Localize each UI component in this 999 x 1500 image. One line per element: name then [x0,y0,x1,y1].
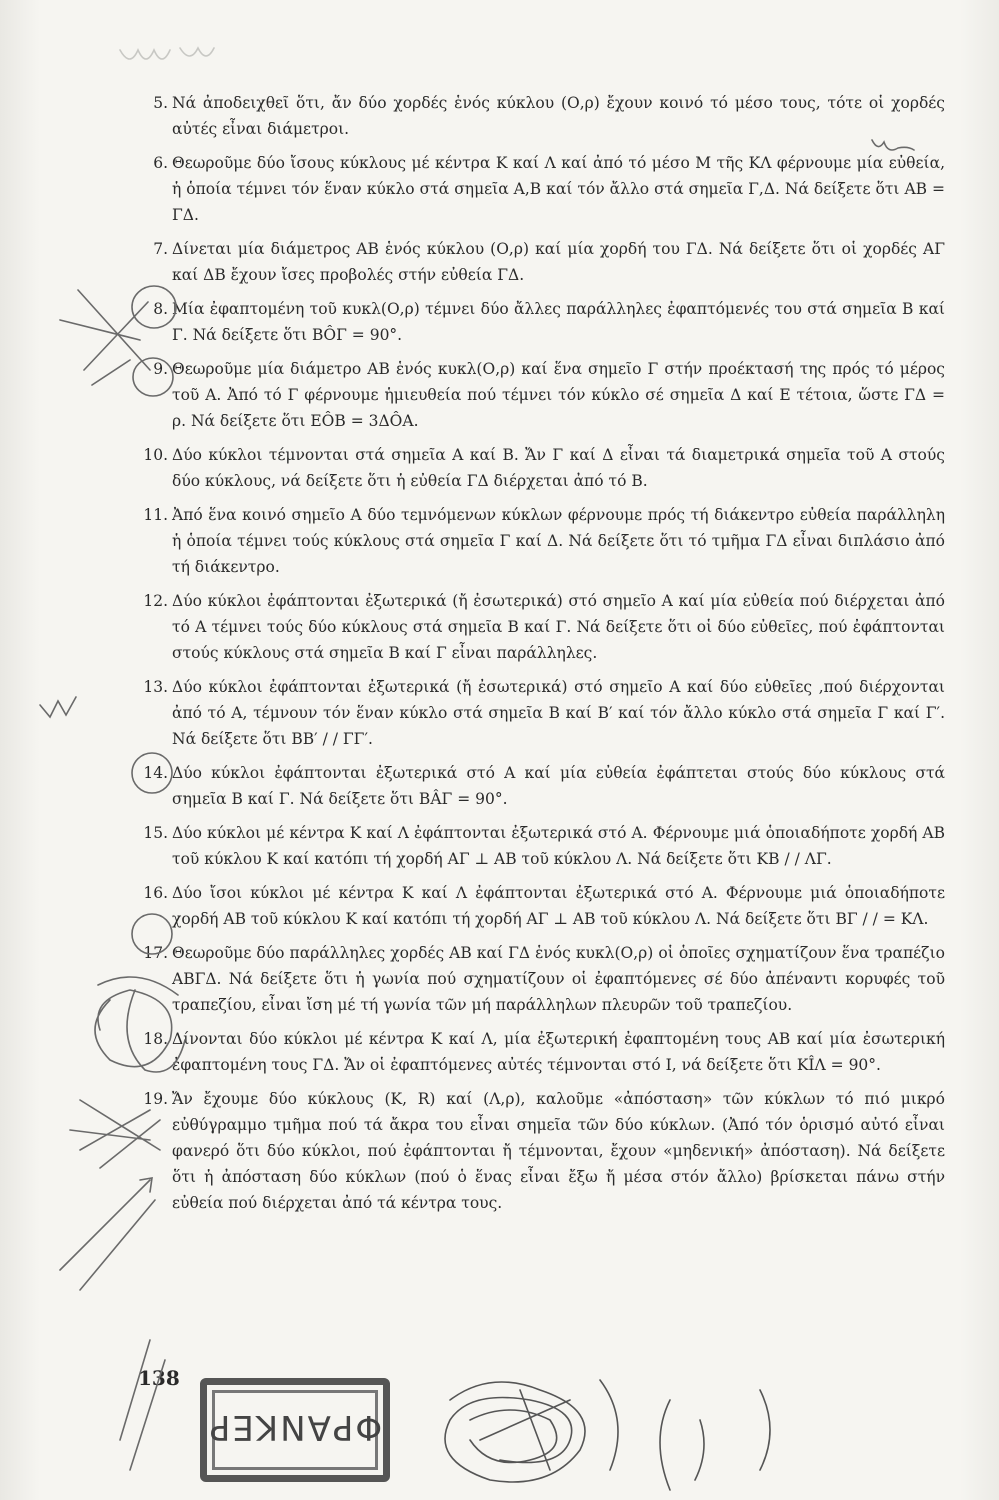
exercise-18 [140,1026,945,1078]
exercise-text: Δύο κύκλοι ἐφάπτονται ἐξωτερικά (ἤ ἐσωτερικά) στό σημεῖο Α καί δύο εὐθεῖες ,πού διέρχονται ἀπό τό Α, τέμνουν τόν ἕναν κύκλο στά σημεῖα Β καί Β′ καί τόν ἄλλο κύκλο στά σημεῖα Γ καί Γ′. Νά δείξετε ὅτι ΒΒ′ / / ΓΓ′. [172,678,945,748]
exercise-number: 15. [143,824,168,842]
exercise-number: 19. [143,1090,168,1108]
exercise-9 [140,356,945,434]
exercise-13 [140,674,945,752]
exercise-11 [140,502,945,580]
exercise-6 [140,150,945,228]
exercise-text: Ἀπό ἕνα κοινό σημεῖο Α δύο τεμνόμενων κύκλων φέρνουμε πρός τή διάκεντρο εὐθεία παράλληλη ἡ ὁποία τέμνει τούς κύκλους στά σημεῖα Γ καί Δ. Νά δείξετε ὅτι τό τμῆμα ΓΔ εἶναι διπλάσιο ἀπό τή διάκεντρο. [172,506,945,576]
exercise-text: Μία ἐφαπτομένη τοῦ κυκλ(Ο,ρ) τέμνει δύο ἄλλες παράλληλες ἐφαπτόμενές του στά σημεῖα Β καί Γ. Νά δείξετε ὅτι ΒÔΓ = 90°. [172,300,945,344]
exercise-text: Δύο κύκλοι μέ κέντρα Κ καί Λ ἐφάπτονται ἐξωτερικά στό Α. Φέρνουμε μιά ὁποιαδήποτε χορδή ΑΒ τοῦ κύκλου Κ καί κατόπι τή χορδή ΑΓ ⊥ ΑΒ τοῦ κύκλου Λ. Νά δείξετε ὅτι ΚΒ / / ΛΓ. [172,824,945,868]
exercise-12 [140,588,945,666]
exercise-text: Ἄν ἔχουμε δύο κύκλους (Κ, R) καί (Λ,ρ), καλοῦμε «ἀπόσταση» τῶν κύκλων τό πιό μικρό εὐθύγραμμο τμῆμα πού τά ἄκρα του εἶναι σημεῖα τῶν δύο κύκλων. (Ἀπό τόν ὁρισμό αὐτό εἶναι φανερό ὅτι δύο κύκλοι, πού ἐφάπτονται ἤ τέμνονται, ἔχουν «μηδενική» ἀπόσταση). Νά δείξετε ὅτι ἡ ἀπόσταση δύο κύκλων (πού ὁ ἕνας εἶναι ἔξω ἤ μέσα στόν ἄλλο) βρίσκεται πάνω στήν εὐθεία πού διέρχεται ἀπό τά κέντρα τους. [172,1090,945,1212]
exercise-text: Δύο κύκλοι τέμνονται στά σημεῖα Α καί Β. Ἄν Γ καί Δ εἶναι τά διαμετρικά σημεῖα τοῦ Α στούς δύο κύκλους, νά δείξετε ὅτι ἡ εὐθεία ΓΔ διέρχεται ἀπό τό Β. [172,446,945,490]
exercise-number: 16. [143,884,168,902]
exercise-number: 8. [153,300,168,318]
exercise-16 [140,880,945,932]
exercise-15 [140,820,945,872]
exercise-number: 5. [153,94,168,112]
exercise-text: Δίνονται δύο κύκλοι μέ κέντρα Κ καί Λ, μία ἐξωτερική ἐφαπτομένη τους ΑΒ καί μία ἐσωτερική ἐφαπτομένη τους ΓΔ. Ἄν οἱ ἐφαπτόμενες αὐτές τέμνονται στό Ι, νά δείξετε ὅτι ΚÎΛ = 90°. [172,1030,945,1074]
exercise-number: 13. [143,678,168,696]
exercise-number: 11. [143,506,168,524]
page-number: 138 [138,1366,180,1390]
exercise-text: Θεωροῦμε μία διάμετρο ΑΒ ἑνός κυκλ(Ο,ρ) καί ἕνα σημεῖο Γ στήν προέκτασή της πρός τό μέρος τοῦ Α. Ἀπό τό Γ φέρνουμε ἡμιευθεία πού τέμνει τόν κύκλο σέ σημεῖα Δ καί Ε τέτοια, ὥστε ΓΔ = ρ. Νά δείξετε ὅτι ΕÔΒ = 3ΔÔΑ. [172,360,945,430]
exercise-14 [140,760,945,812]
exercise-text: Θεωροῦμε δύο ἴσους κύκλους μέ κέντρα Κ καί Λ καί ἀπό τό μέσο Μ τῆς ΚΛ φέρνουμε μία εὐθεία, ἡ ὁποία τέμνει τόν ἕναν κύκλο στά σημεῖα Α,Β καί τόν ἄλλο στά σημεῖα Γ,Δ. Νά δείξετε ὅτι ΑΒ = ΓΔ. [172,154,945,224]
exercise-number: 10. [143,446,168,464]
exercise-19 [140,1086,945,1216]
exercise-number: 17. [143,944,168,962]
exercise-5 [140,90,945,142]
exercise-10 [140,442,945,494]
exercise-number: 6. [153,154,168,172]
stamp [200,1378,390,1482]
exercise-text: Δύο κύκλοι ἐφάπτονται ἐξωτερικά (ἤ ἐσωτερικά) στό σημεῖο Α καί μία εὐθεία πού διέρχεται ἀπό τό Α τέμνει τούς δύο κύκλους στά σημεῖα Β καί Γ. Νά δείξετε ὅτι οἱ δύο εὐθεῖες, πού ἐφάπτονται στούς κύκλους στά σημεῖα Β καί Γ εἶναι παράλληλες. [172,592,945,662]
exercise-number: 12. [143,592,168,610]
exercise-list [140,90,945,1224]
exercise-number: 18. [143,1030,168,1048]
exercise-8 [140,296,945,348]
exercise-text: Δίνεται μία διάμετρος ΑΒ ἑνός κύκλου (Ο,ρ) καί μία χορδή του ΓΔ. Νά δείξετε ὅτι οἱ χορδές ΑΓ καί ΔΒ ἔχουν ἴσες προβολές στήν εὐθεία ΓΔ. [172,240,945,284]
stamp-text: ΦΡΑΝΚΕΡ [207,1407,383,1447]
exercise-number: 14. [143,764,168,782]
exercise-text: Δύο κύκλοι ἐφάπτονται ἐξωτερικά στό Α καί μία εὐθεία ἐφάπτεται στούς δύο κύκλους στά σημεῖα Β καί Γ. Νά δείξετε ὅτι ΒÂΓ = 90°. [172,764,945,808]
exercise-number: 9. [153,360,168,378]
exercise-number: 7. [153,240,168,258]
exercise-text: Δύο ἴσοι κύκλοι μέ κέντρα Κ καί Λ ἐφάπτονται ἐξωτερικά στό Α. Φέρνουμε μιά ὁποιαδήποτε χορδή ΑΒ τοῦ κύκλου Κ καί κατόπι τή χορδή ΑΓ ⊥ ΑΒ τοῦ κύκλου Λ. Νά δείξετε ὅτι ΒΓ / / = ΚΛ. [172,884,945,928]
exercise-text: Θεωροῦμε δύο παράλληλες χορδές ΑΒ καί ΓΔ ἑνός κυκλ(Ο,ρ) οἱ ὁποῖες σχηματίζουν ἕνα τραπέζιο ΑΒΓΔ. Νά δείξετε ὅτι ἡ γωνία πού σχηματίζουν οἱ ἐφαπτόμενες σέ δύο ἀπέναντι κορυφές τοῦ τραπεζίου, εἶναι ἴση μέ τή γωνία τῶν μή παράλληλων πλευρῶν τοῦ τραπεζίου. [172,944,945,1014]
exercise-17 [140,940,945,1018]
exercise-7 [140,236,945,288]
exercise-text: Νά ἀποδειχθεῖ ὅτι, ἄν δύο χορδές ἑνός κύκλου (Ο,ρ) ἔχουν κοινό τό μέσο τους, τότε οἱ χορδές αὐτές εἶναι διάμετροι. [172,94,945,138]
